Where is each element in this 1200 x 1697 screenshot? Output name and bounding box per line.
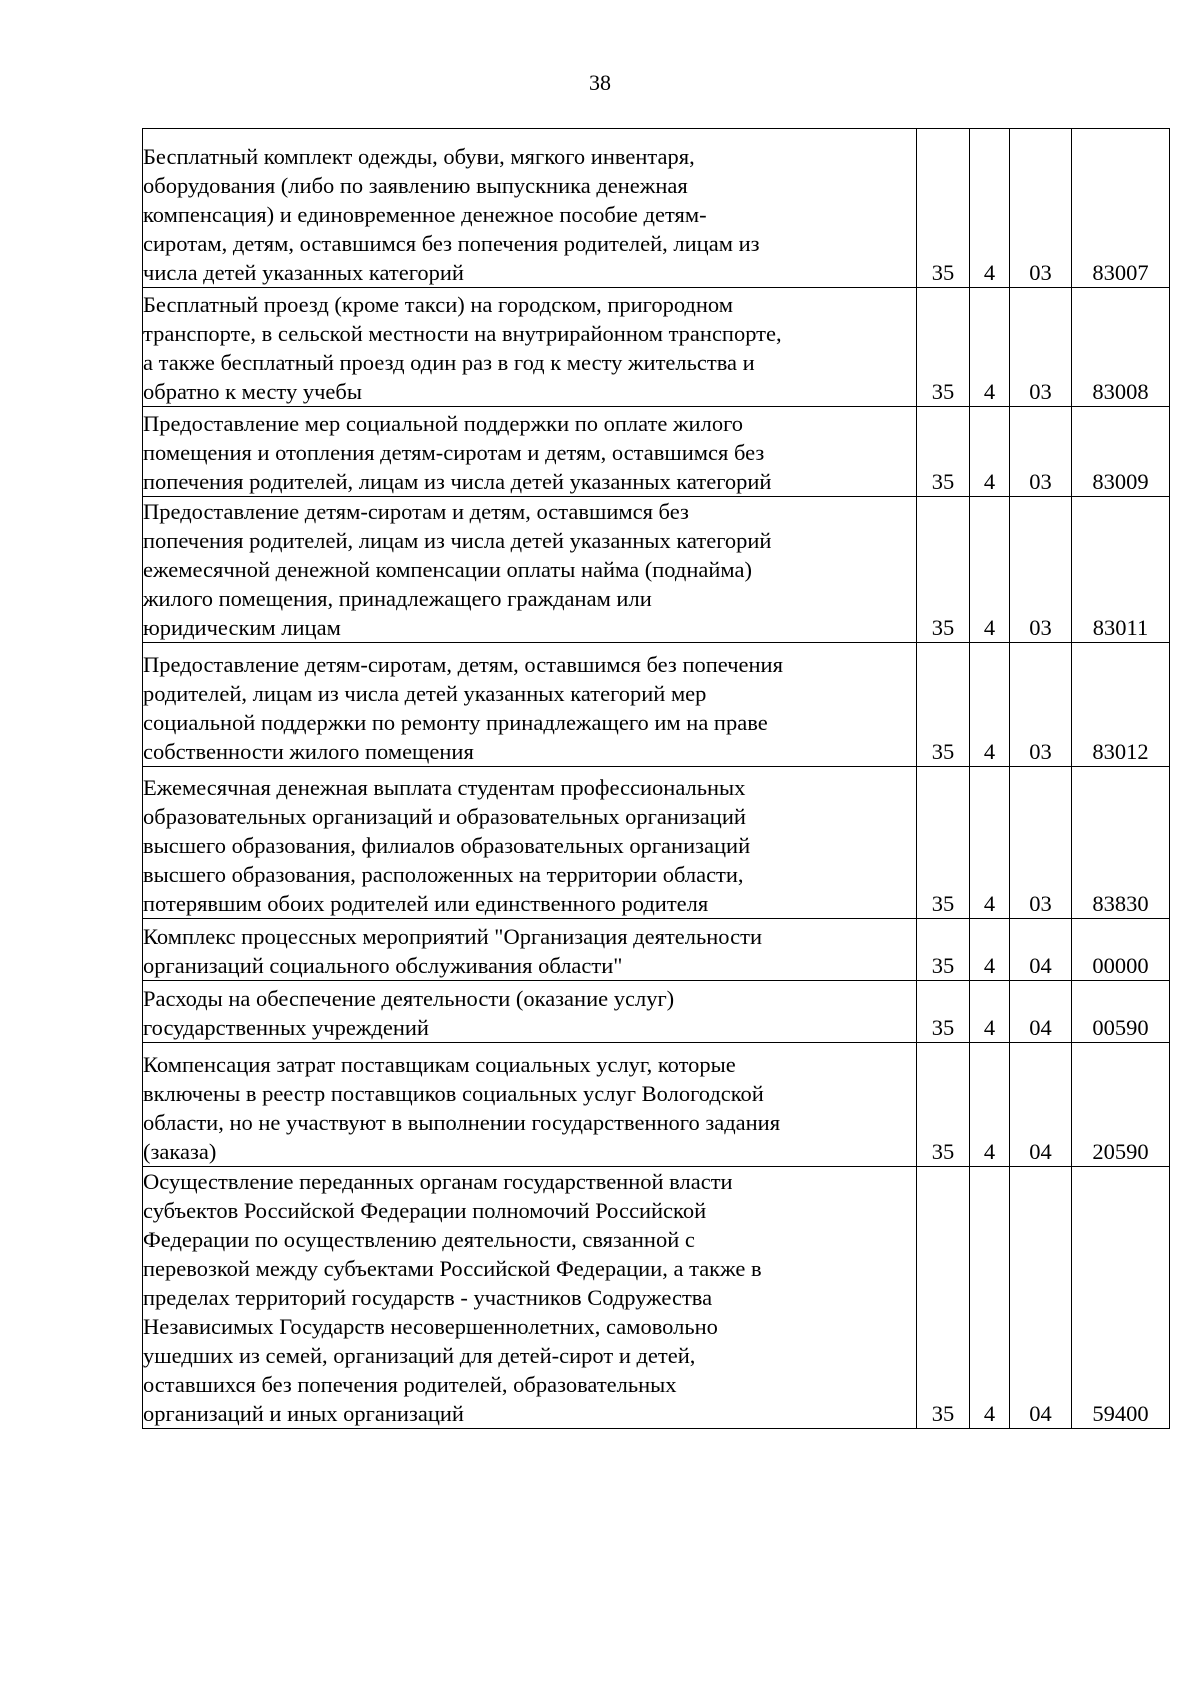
code-direction: 59400 [1072,1167,1170,1429]
code-chapter: 35 [917,643,970,767]
code-program: 4 [970,981,1010,1043]
description-line: государственных учреждений [143,1015,429,1040]
code-subprogram: 03 [1010,129,1072,288]
code-program: 4 [970,497,1010,643]
code-program: 4 [970,919,1010,981]
table-row [143,981,1170,1043]
description-line: Предоставление мер социальной поддержки по оплате жилого [143,411,743,436]
description-line: Бесплатный проезд (кроме такси) на городском, пригородном [143,292,733,317]
code-subprogram: 04 [1010,1043,1072,1167]
description-line: потерявшим обоих родителей или единственного родителя [143,891,709,916]
code-program: 4 [970,1167,1010,1429]
description-line: родителей, лицам из числа детей указанных категорий мер [143,681,707,706]
code-program: 4 [970,288,1010,407]
description-line: попечения родителей, лицам из числа детей указанных категорий [143,469,772,494]
code-subprogram: 03 [1010,497,1072,643]
code-chapter: 35 [917,1167,970,1429]
code-direction: 83009 [1072,407,1170,497]
row-description [143,1043,917,1167]
description-line: помещения и отопления детям-сиротам и детям, оставшимся без [143,440,765,465]
row-description [143,643,917,767]
table-row [143,129,1170,288]
description-line: жилого помещения, принадлежащего гражданам или [143,586,652,611]
code-chapter: 35 [917,767,970,919]
row-description [143,407,917,497]
description-line: субъектов Российской Федерации полномочий Российской [143,1198,707,1223]
code-program: 4 [970,1043,1010,1167]
code-subprogram: 03 [1010,288,1072,407]
code-chapter: 35 [917,981,970,1043]
description-line: попечения родителей, лицам из числа детей указанных категорий [143,528,772,553]
table-row [143,643,1170,767]
description-line: области, но не участвуют в выполнении государственного задания [143,1110,781,1135]
description-line: Независимых Государств несовершеннолетних, самовольно [143,1314,718,1339]
code-chapter: 35 [917,497,970,643]
code-program: 4 [970,767,1010,919]
budget-table-body [143,129,1170,1429]
code-direction: 83012 [1072,643,1170,767]
table-row [143,288,1170,407]
code-program: 4 [970,129,1010,288]
budget-table [142,128,1170,1429]
row-description [143,767,917,919]
code-program: 4 [970,407,1010,497]
row-description [143,129,917,288]
description-line: организаций социального обслуживания области" [143,953,623,978]
code-direction: 20590 [1072,1043,1170,1167]
description-line: (заказа) [143,1139,217,1164]
table-row [143,919,1170,981]
page-number: 38 [589,70,611,95]
code-chapter: 35 [917,129,970,288]
description-line: высшего образования, филиалов образовательных организаций [143,833,751,858]
description-line: Осуществление переданных органам государственной власти [143,1169,733,1194]
code-chapter: 35 [917,407,970,497]
description-line: Расходы на обеспечение деятельности (оказание услуг) [143,986,675,1011]
code-direction: 83011 [1072,497,1170,643]
description-line: образовательных организаций и образовательных организаций [143,804,746,829]
description-line: сиротам, детям, оставшимся без попечения родителей, лицам из [143,231,760,256]
description-line: Предоставление детям-сиротам и детям, оставшимся без [143,499,689,524]
row-description [143,981,917,1043]
description-line: Бесплатный комплект одежды, обуви, мягкого инвентаря, [143,144,695,169]
description-line: а также бесплатный проезд один раз в год к месту жительства и [143,350,755,375]
description-line: транспорте, в сельской местности на внутрирайонном транспорте, [143,321,782,346]
table-row [143,407,1170,497]
description-line: Федерации по осуществлению деятельности, связанной с [143,1227,695,1252]
table-row [143,1167,1170,1429]
description-line: собственности жилого помещения [143,739,474,764]
code-chapter: 35 [917,919,970,981]
description-line: ежемесячной денежной компенсации оплаты найма (поднайма) [143,557,752,582]
row-description [143,919,917,981]
code-direction: 83008 [1072,288,1170,407]
table-row [143,1043,1170,1167]
description-line: пределах территорий государств - участников Содружества [143,1285,713,1310]
description-line: организаций и иных организаций [143,1401,464,1426]
description-line: компенсация) и единовременное денежное пособие детям- [143,202,707,227]
code-program: 4 [970,643,1010,767]
code-subprogram: 03 [1010,767,1072,919]
code-subprogram: 03 [1010,643,1072,767]
description-line: Ежемесячная денежная выплата студентам профессиональных [143,775,746,800]
code-subprogram: 04 [1010,1167,1072,1429]
description-line: Комплекс процессных мероприятий "Организация деятельности [143,924,762,949]
code-subprogram: 03 [1010,407,1072,497]
description-line: оставшихся без попечения родителей, образовательных [143,1372,677,1397]
code-chapter: 35 [917,1043,970,1167]
description-line: перевозкой между субъектами Российской Федерации, а также в [143,1256,762,1281]
code-subprogram: 04 [1010,919,1072,981]
description-line: высшего образования, расположенных на территории области, [143,862,744,887]
description-line: числа детей указанных категорий [143,260,464,285]
table-row [143,497,1170,643]
code-chapter: 35 [917,288,970,407]
description-line: Компенсация затрат поставщикам социальных услуг, которые [143,1052,736,1077]
row-description [143,1167,917,1429]
code-direction: 00590 [1072,981,1170,1043]
table-row [143,767,1170,919]
code-subprogram: 04 [1010,981,1072,1043]
description-line: ушедших из семей, организаций для детей-сирот и детей, [143,1343,696,1368]
description-line: обратно к месту учебы [143,379,362,404]
code-direction: 83007 [1072,129,1170,288]
description-line: Предоставление детям-сиротам, детям, оставшимся без попечения [143,652,783,677]
description-line: включены в реестр поставщиков социальных услуг Вологодской [143,1081,764,1106]
row-description [143,288,917,407]
description-line: оборудования (либо по заявлению выпускника денежная [143,173,688,198]
description-line: юридическим лицам [143,615,341,640]
code-direction: 00000 [1072,919,1170,981]
code-direction: 83830 [1072,767,1170,919]
description-line: социальной поддержки по ремонту принадлежащего им на праве [143,710,768,735]
row-description [143,497,917,643]
